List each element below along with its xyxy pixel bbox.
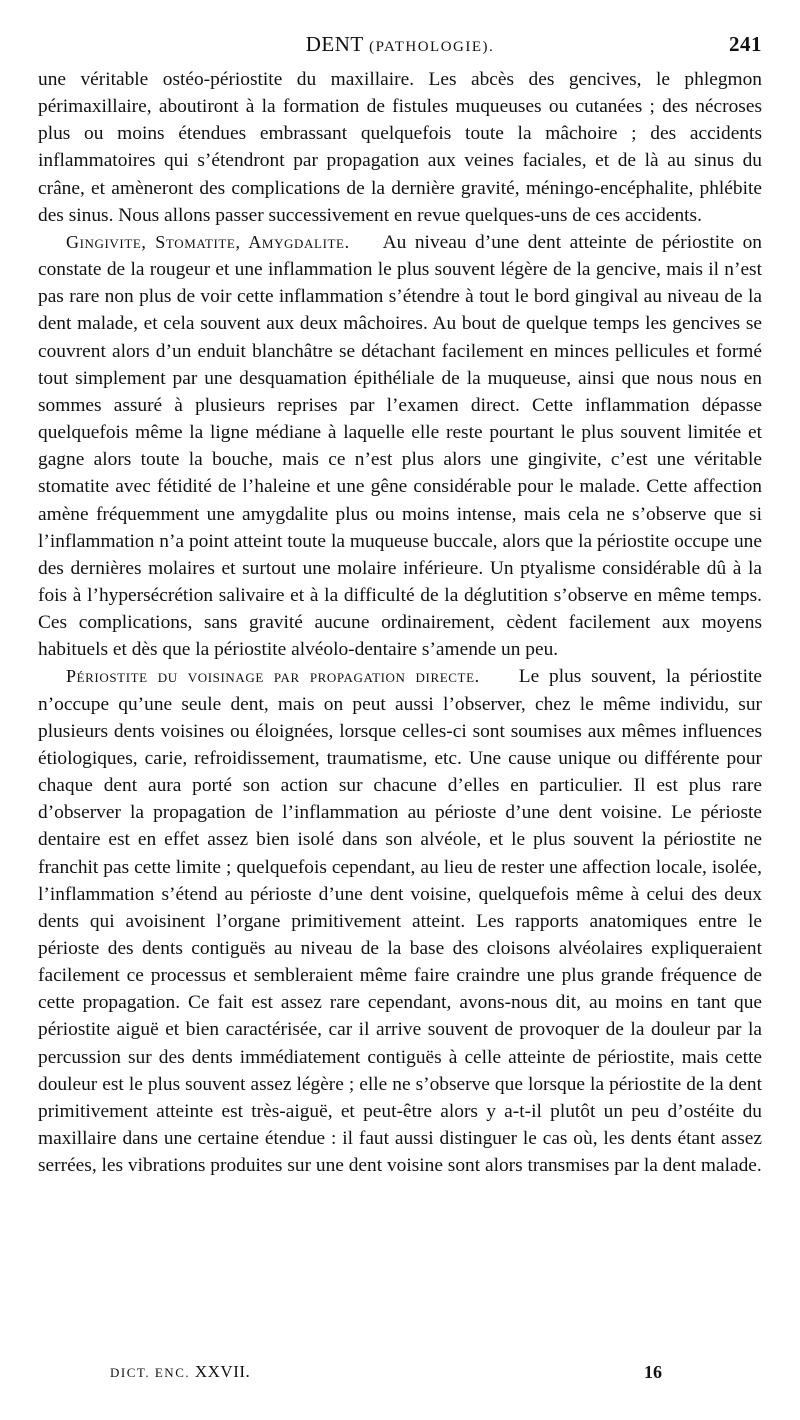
paragraph-periostite-voisinage	[38, 663, 762, 1179]
running-title-word: DENT	[305, 32, 364, 56]
gathering-number: 16	[644, 1362, 662, 1382]
paragraph-continuation	[38, 66, 762, 229]
paragraph-text: Au niveau d’une dent atteinte de périostite on constate de la rougeur et une inflammation le plus souvent légère de la gencive, mais il n’est pas rare non plus de voir cette inflammation s’étendre à tout le bord gingival au niveau de la dent malade, et cela souvent aux deux mâchoires. Au bout de quelque temps les gencives se couvrent alors d’un enduit blanchâtre se détachant facilement en minces pellicules et formé tout simplement par une desquamation épithéliale de la muqueuse, ainsi que nous nous en sommes assuré à plusieurs reprises par l’examen direct. Cette inflammation dépasse quelquefois même la ligne médiane à laquelle elle reste pourtant le plus souvent limitée et gagne alors toute la bouche, mais ce n’est plus alors une gingivite, c’est une véritable stomatite avec fétidité de l’haleine et une gêne considérable pour le malade. Cette affection amène fréquemment une amygdalite plus ou moins intense, mais cela ne s’observe que si l’inflammation n’a point atteint toute la muqueuse buccale, alors que la périostite occupe une des dernières molaires et surtout une molaire inférieure. Un ptyalisme considérable dû à la fois à l’hypersécrétion salivaire et à la difficulté de la déglutition s’observe en même temps. Ces complications, sans gravité aucune ordinairement, cèdent facilement aux moyens habituels et dès que la périostite alvéolo-dentaire s’amende un peu.	[38, 231, 763, 661]
paragraph-text: Le plus souvent, la périostite n’occupe qu’une seule dent, mais on peut aussi l’observer, chez le même individu, sur plusieurs dents voisines ou éloignées, lorsque celles-ci sont soumises aux mêmes influences étiologiques, carie, refroidissement, traumatisme, etc. Une cause unique ou différente pour chaque dent aura porté son action sur chacune d’elles en particulier. Il est plus rare d’observer la propagation de l’inflammation au périoste d’une dent voisine. Le périoste dentaire est en effet assez bien isolé dans son alvéole, et le plus souvent la périostite ne franchit pas cette limite ; quelquefois cependant, au lieu de rester une affection locale, isolée, l’inflammation s’étend au périoste d’une dent voisine, quelquefois même à celui des deux dents qui avoisinent l’organe primitivement atteint. Les rapports anatomiques entre le périoste des dents contiguës au niveau de la base des cloisons alvéolaires expliqueraient facilement ce processus et sembleraient même faire craindre une plus grande fréquence de cette propagation. Ce fait est assez rare cependant, avons-nous dit, au moins en tant que périostite aiguë et bien caractérisée, car il arrive souvent de provoquer de la douleur par la percussion sur des dents immédiatement contiguës à celle atteinte de périostite, mais cette douleur est le plus souvent assez légère ; elle ne s’observe que lorsque la périostite de la dent primitivement atteinte est très-aiguë, et peut-être alors y a-t-il plutôt un peu d’ostéite du maxillaire dans une certaine étendue : il faut aussi distinguer le cas où, les dents étant assez serrées, les vibrations produites sur une dent voisine sont alors transmises par la dent malade.	[38, 666, 762, 1177]
running-head	[38, 32, 762, 66]
running-title	[38, 32, 762, 57]
body-text	[38, 66, 762, 1179]
running-title-subtitle: (PATHOLOGIE).	[369, 39, 495, 55]
signature-volume: XXVII.	[194, 1362, 251, 1381]
paragraph-text: une véritable ostéo-périostite du maxillaire. Les abcès des gencives, le phlegmon périmaxillaire, aboutiront à la formation de fistules muqueuses ou cutanées ; des nécroses plus ou moins étendues embrassant quelquefois toute la mâchoire ; des accidents inflammatoires qui s’étendront par propagation aux veines faciales, et de là au sinus du crâne, et amèneront des complications de la dernière gravité, méningo-encéphalite, phlébite des sinus. Nous allons passer successivement en revue quelques-uns de ces accidents.	[38, 69, 762, 226]
signature-abbrev: DICT. ENC.	[110, 1365, 191, 1380]
section-heading: Gingivite, Stomatite, Amygdalite.	[66, 231, 350, 252]
page-number: 241	[729, 32, 762, 56]
paragraph-gingivite	[38, 229, 762, 664]
section-heading: Périostite du voisinage par propagation directe.	[66, 666, 480, 687]
signature-mark	[110, 1362, 250, 1382]
